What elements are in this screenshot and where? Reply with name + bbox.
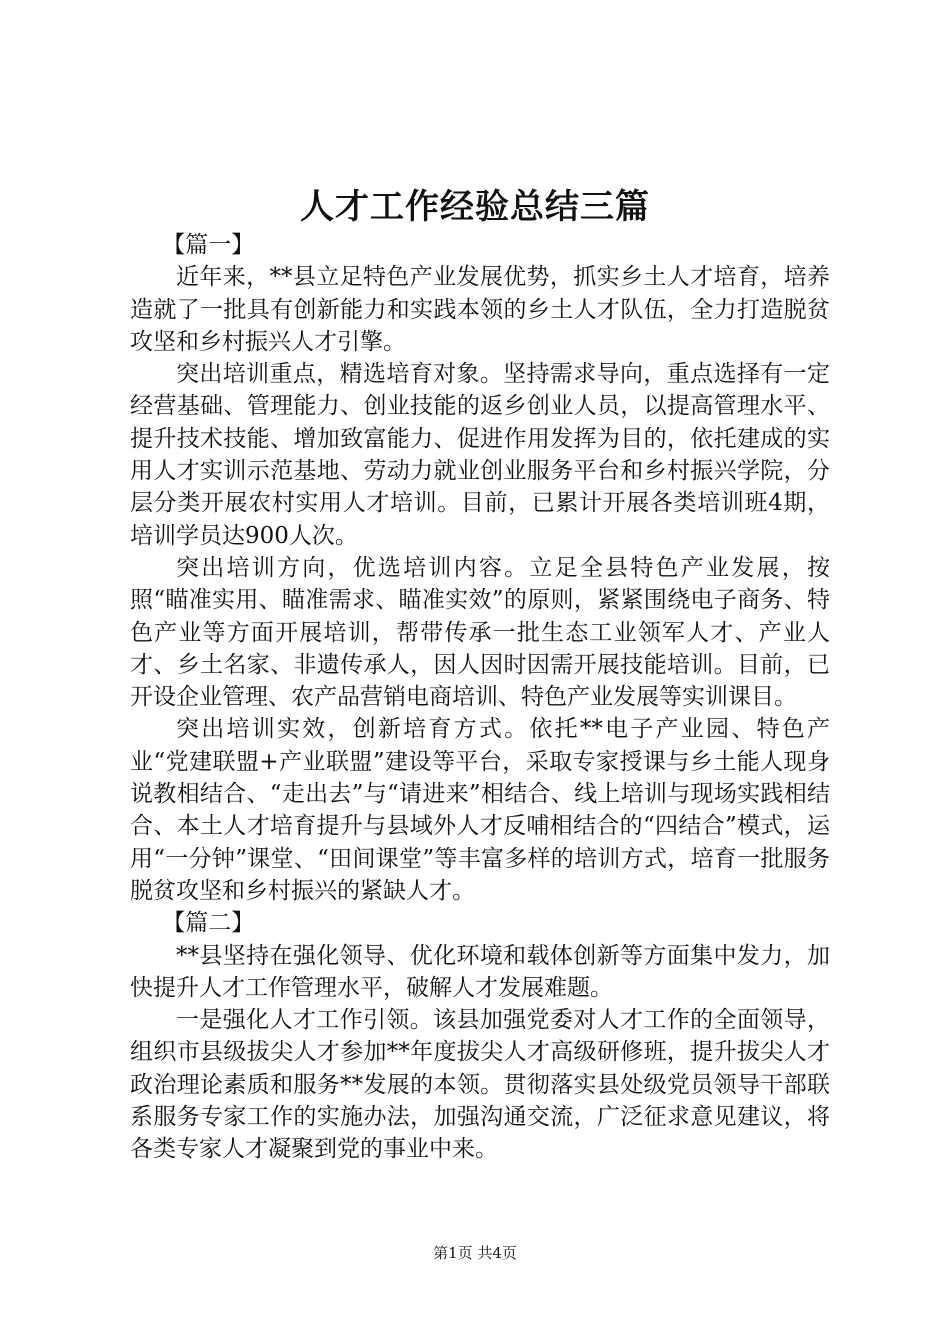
page-footer: 第1页 共4页 (433, 1244, 517, 1262)
paragraph: **县坚持在强化领导、优化环境和载体创新等方面集中发力，加快提升人才工作管理水平，破解人才发展难题。 (130, 942, 830, 1001)
paragraph: 一是强化人才工作引领。该县加强党委对人才工作的全面领导，组织市县级拔尖人才参加**年度拔尖人才高级研修班，提升拔尖人才政治理论素质和服务**发展的本领。贯彻落实县处级党员领导干部联系服务专家工作的实施办法，加强沟通交流，广泛征求意见建议，将各类专家人才凝聚到党的事业中来。 (130, 1007, 830, 1163)
document-body (130, 229, 830, 1166)
section-heading: 【篇一】 (162, 232, 255, 258)
paragraph: 近年来，**县立足特色产业发展优势，抓实乡土人才培育，培养造就了一批具有创新能力和实践本领的乡土人才队伍，全力打造脱贫攻坚和乡村振兴人才引擎。 (130, 264, 830, 355)
paragraph: 突出培训实效，创新培育方式。依托**电子产业园、特色产业“党建联盟+产业联盟”建设等平台，采取专家授课与乡土能人现身说教相结合、“走出去”与“请进来”相结合、线上培训与现场实践相结合、本土人才培育提升与县域外人才反哺相结合的“四结合”模式，运用“一分钟”课堂、“田间课堂”等丰富多样的培训方式，培育一批服务脱贫攻坚和乡村振兴的紧缺人才。 (130, 716, 830, 904)
document-title: 人才工作经验总结三篇 (300, 187, 650, 227)
paragraph: 突出培训方向，优选培训内容。立足全县特色产业发展，按照“瞄准实用、瞄准需求、瞄准实效”的原则，紧紧围绕电子商务、特色产业等方面开展培训，帮带传承一批生态工业领军人才、产业人才、乡土名家、非遗传承人，因人因时因需开展技能培训。目前，已开设企业管理、农产品营销电商培训、特色产业发展等实训课目。 (130, 554, 830, 711)
paragraph: 突出培训重点，精选培育对象。坚持需求导向，重点选择有一定经营基础、管理能力、创业技能的返乡创业人员，以提高管理水平、提升技术技能、增加致富能力、促进作用发挥为目的，依托建成的实用人才实训示范基地、劳动力就业创业服务平台和乡村振兴学院，分层分类开展农村实用人才培训。目前，已累计开展各类培训班4期，培训学员达900人次。 (130, 361, 830, 549)
section-heading: 【篇二】 (162, 910, 255, 937)
